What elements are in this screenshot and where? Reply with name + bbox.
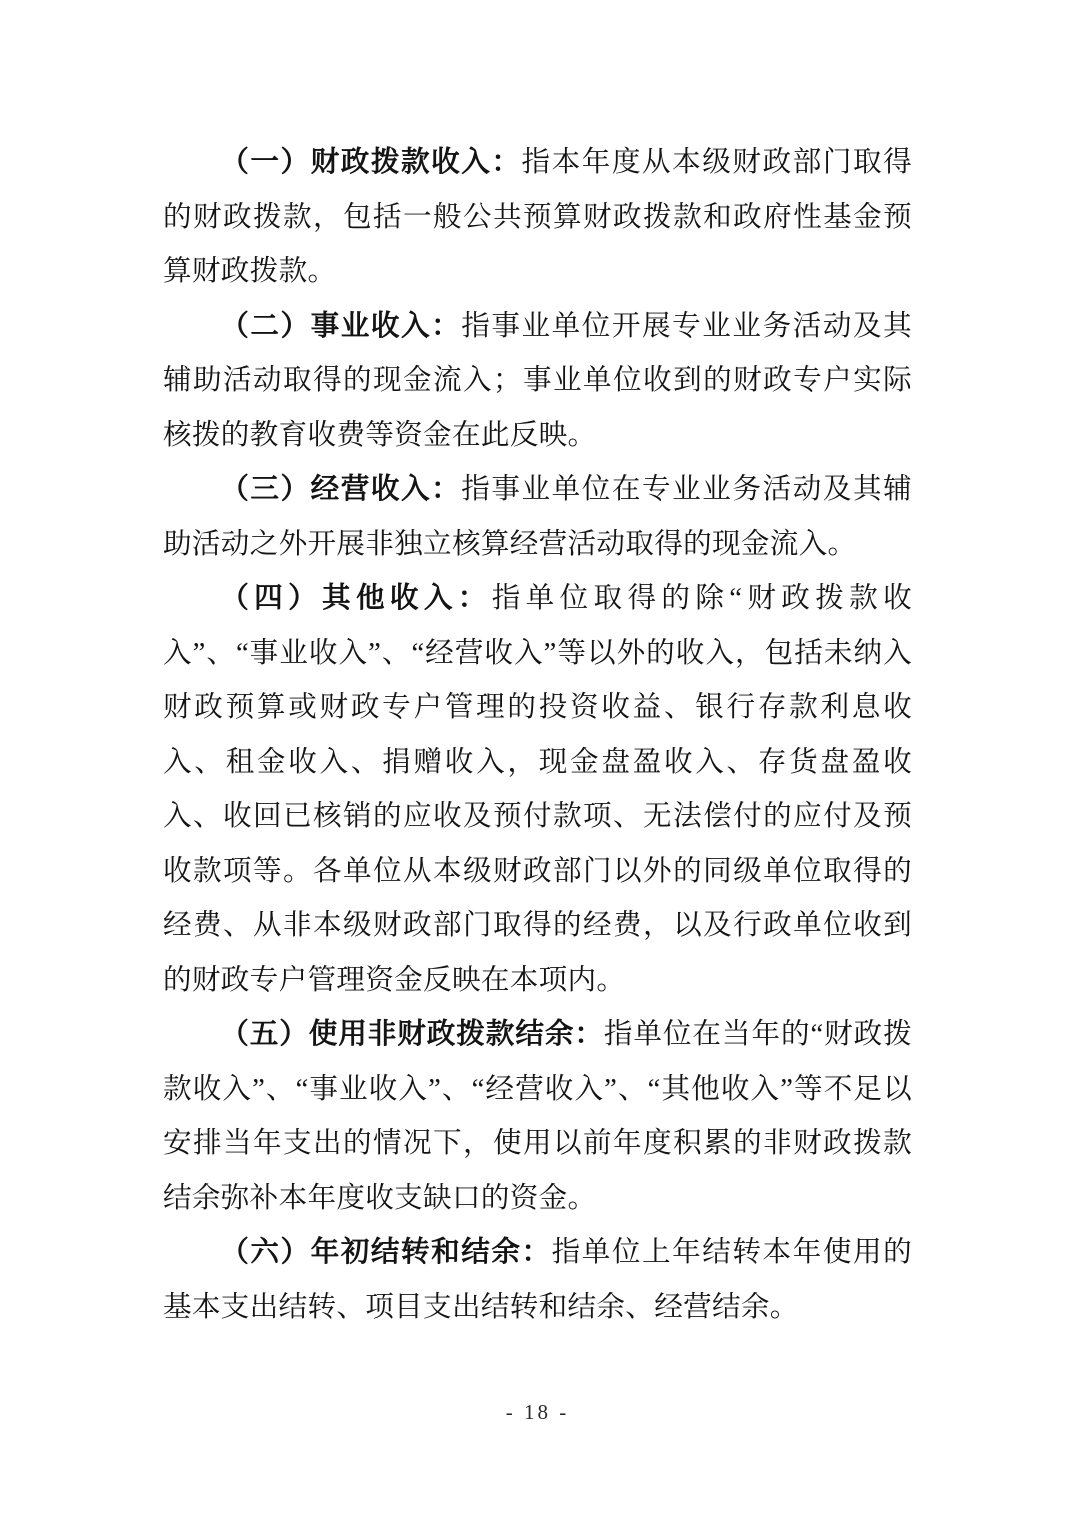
paragraph-heading: （一）财政拨款收入：: [220, 147, 522, 178]
paragraph-use-of-non-fiscal-surplus: [163, 1008, 912, 1226]
paragraph-business-income: [163, 463, 912, 572]
paragraph-heading: （二）事业收入：: [220, 310, 462, 342]
paragraph-heading: （三）经营收入：: [220, 474, 462, 505]
paragraph-heading: （六）年初结转和结余：: [220, 1237, 552, 1268]
page-number: - 18 -: [505, 1400, 570, 1424]
paragraph-operating-income-of-institutions: [163, 300, 912, 464]
paragraph-heading: （四）其他收入：: [220, 583, 492, 614]
paragraph-fiscal-appropriation-income: [163, 136, 912, 300]
paragraph-text: 指本年度从本级财政部门取得的财政拨款，包括一般公共预算财政拨款和政府性基金预算财政拨款。: [163, 147, 912, 287]
paragraph-beginning-year-carryover: [163, 1226, 912, 1335]
paragraph-text: 指事业单位开展专业业务活动及其辅助活动取得的现金流入；事业单位收到的财政专户实际核拨的教育收费等资金在此反映。: [163, 310, 912, 451]
paragraph-text: 指单位上年结转本年使用的基本支出结转、项目支出结转和结余、经营结余。: [163, 1237, 912, 1323]
paragraph-other-income: [163, 572, 912, 1008]
paragraph-text: 指事业单位在专业业务活动及其辅助活动之外开展非独立核算经营活动取得的现金流入。: [163, 474, 912, 560]
document-body: [163, 136, 912, 1335]
paragraph-text: 指单位在当年的“财政拨款收入”、“事业收入”、“经营收入”、“其他收入”等不足以安排当年支出的情况下，使用以前年度积累的非财政拨款结余弥补本年度收支缺口的资金。: [163, 1019, 912, 1214]
paragraph-heading: （五）使用非财政拨款结余：: [220, 1019, 604, 1050]
paragraph-text: 指单位取得的除“财政拨款收入”、“事业收入”、“经营收入”等以外的收入，包括未纳入财政预算或财政专户管理的投资收益、银行存款利息收入、租金收入、捐赠收入，现金盘盈收入、存货盘盈收入、收回已核销的应收及预付款项、无法偿付的应付及预收款项等。各单位从本级财政部门以外的同级单位取得的经费、从非本级财政部门取得的经费，以及行政单位收到的财政专户管理资金反映在本项内。: [163, 583, 912, 996]
